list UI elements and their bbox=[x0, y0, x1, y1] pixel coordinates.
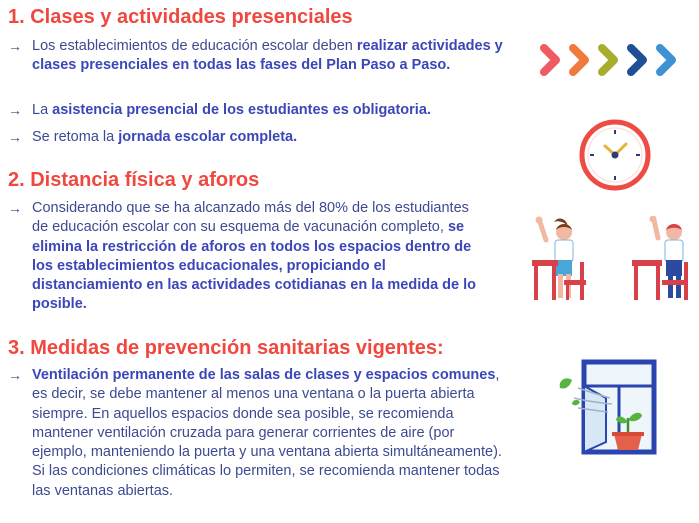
section-2-title: 2. Distancia física y aforos bbox=[8, 169, 260, 191]
bullet-text: La asistencia presencial de los estudiantes es obligatoria. bbox=[32, 102, 431, 118]
clock-icon bbox=[578, 118, 652, 192]
section-2-bullet-1 bbox=[8, 199, 486, 315]
section-3-bullet-1 bbox=[8, 366, 508, 501]
section-3-title: 3. Medidas de prevención sanitarias vigentes: bbox=[8, 337, 444, 359]
students-at-desks-icon bbox=[528, 216, 692, 304]
open-window-plant-icon bbox=[556, 358, 658, 456]
chevrons-icon bbox=[538, 44, 684, 76]
section-1-title: 1. Clases y actividades presenciales bbox=[8, 6, 353, 28]
bullet-text: Se retoma la jornada escolar completa. bbox=[32, 129, 298, 145]
student-icon bbox=[650, 216, 684, 298]
bullet-text: Ventilación permanente de las salas de clases y espacios comunes, es decir, se debe mantener al menos una ventana o la puerta abierta siempre. En aquellos espacios donde sea posible, se recomienda mantener ventilación cruzada para generar corrientes de aire (por ejemplo, manteniendo la puerta y una ventana abierta simultáneamente). Si las condiciones climáticas lo permiten, se recomienda mantener todas las ventanas abiertas. bbox=[32, 367, 502, 499]
bullet-text: Los establecimientos de educación escolar deben realizar actividades y clases presenciales en todas las fases del Plan Paso a Paso. bbox=[32, 38, 503, 74]
arrow-right-icon: → bbox=[8, 102, 22, 118]
arrow-right-icon: → bbox=[8, 38, 22, 54]
arrow-right-icon: → bbox=[8, 200, 22, 216]
chevron-icon bbox=[631, 48, 643, 72]
chevron-icon bbox=[544, 48, 556, 72]
section-1-bullet-2 bbox=[8, 101, 518, 120]
section-1-bullet-3 bbox=[8, 128, 508, 147]
arrow-right-icon: → bbox=[8, 129, 22, 145]
section-1-bullet-1 bbox=[8, 37, 508, 76]
chevron-icon bbox=[602, 48, 614, 72]
chevron-icon bbox=[573, 48, 585, 72]
chevron-icon bbox=[660, 48, 672, 72]
arrow-right-icon: → bbox=[8, 367, 22, 383]
bullet-text: Considerando que se ha alcanzado más del 80% de los estudiantes de educación escolar con su esquema de vacunación completo, se elimina la restricción de aforos en todos los espacios dentro de los establecimientos educacionales, propiciando el distanciamiento en las actividades cotidianas en la medida de lo posible. bbox=[32, 200, 477, 313]
